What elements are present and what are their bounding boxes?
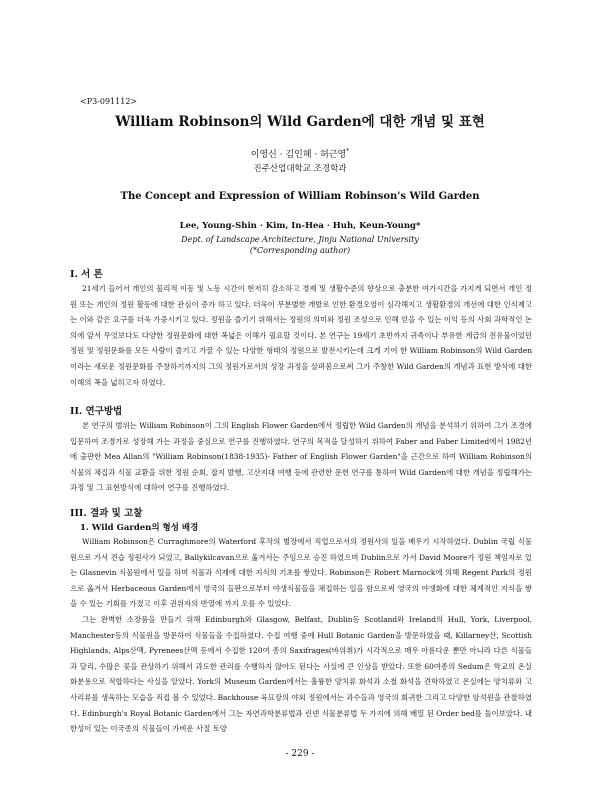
paper-title-english: The Concept and Expression of William Robinson's Wild Garden	[120, 191, 480, 202]
paper-code: <P3-091112>	[80, 97, 138, 106]
affiliation-english	[0, 234, 600, 256]
subsection-heading-background: 1. Wild Garden의 형성 배경	[80, 523, 199, 533]
authors-korean	[0, 147, 600, 160]
section-heading-results: III. 결과 및 고찰	[70, 508, 143, 519]
paper-title: William Robinson의 Wild Garden에 대한 개념 및 표현	[115, 114, 485, 130]
page-number: - 229 -	[285, 749, 315, 759]
background-paragraph-1: William Robinson은 Curraghmore의 Waterford 후작의 별장에서 직업으로서의 정원사의 일을 배우기 시작하였다. Dublin 국립 식물원으로 가서 견습 정원사가 되었고, Ballykilcavan으로 옮겨서는 주임으로 승진 하였으며 Dublin으로 가서 David Moore가 정원 책임자로 있는 Glasnevin 식물원에서 일을 하며 식물과 식재에 대한 지식의 기초를 쌓았다. Robinson은 Robert Marnock에 의해 Regent Park의 정원으로 옮겨서 Herbaceous Garden에서 영국의 들판으로부터 야생식물들을 채집하는 일을 함으로써 영국의 야생화에 대한 체계적인 지식을 쌓을 수 있는 기회를 가졌고 이후 권위자의 반열에 까지 오를 수 있었다.	[70, 537, 532, 609]
method-paragraph: 본 연구의 범위는 William Robinson이 그의 English Flower Garden에서 정립한 Wild Garden의 개념을 분석하기 위하여 그가 조경에 입문하여 조경가로 성장해 가는 과정을 중심으로 연구를 진행하였다. 연구의 목적을 달성하기 위하여 Faber and Faber Limited에서 1982년에 출판한 Mea Allan의 "William Robinson(1838-1935)- Father of English Flower Garden"을 근간으로 하여 William Robinson의 식물의 채집과 식물 교환을 위한 정원 순회, 잡지 발행, 고산지대 여행 등에 관련한 문헌 연구를 통하여 Wild Garden에 대한 개념을 정립해가는 과정 및 그 표현방식에 대하여 연구를 진행하였다.	[70, 421, 532, 493]
background-paragraph-2: 그는 완벽한 소장품을 만들기 위해 Edinburgh와 Glasgow, Belfast, Dublin등 Scotland와 Ireland의 Hull, York, Liverpool, Manchester등의 식물원을 방문하여 식물들을 수집하였다. 수집 여행 중에 Hull Botanic Garden을 방문하였을 때, Killarney산, Scottish Highlands, Alps산맥, Pyrenees산맥 등에서 수집한 120여 종의 Saxifrages(바위취)가 시각적으로 매우 아름다운 뿐만 아니라 다른 식물들과 달리, 수많은 꽃을 관상하기 위해서 과도한 관리를 수행하지 않아도 된다는 사실에 큰 인상을 받았다. 또한 60여종의 Sedum은 학교의 온실 화분용으로 적합하다는 사실을 알았다. York의 Museum Garden에서는 훌륭한 양치류 화석과 소철 화석을 견학하였고 온실에는 양치류와 고사리류를 생육하는 모습을 직접 볼 수 있었다. Backhouse 육묘장의 야외 정원에서는 과수들과 영국의 회귀한 그리고 다양한 암석원을 관찰하였다. Edinburgh's Royal Botanic Garden에서 그는 자연과학분류법과 린넨 식물분류법 두 가지에 의해 배열 된 Order bed를 둘이보았다. 내한성이 있는 이국종의 식물들이 가벼운 사절 토양	[70, 615, 532, 734]
corresponding-author-note: (*Corresponding author)	[249, 246, 351, 255]
affiliation-korean: 진주산업대학교 조경학과	[253, 164, 347, 174]
affiliation-english-dept: Dept. of Landscape Architecture, Jinju National University	[181, 235, 419, 244]
section-heading-method: II. 연구방법	[70, 406, 123, 417]
authors-english: Lee, Young-Shin · Kim, In-Hea · Huh, Keun-Young*	[179, 221, 421, 231]
authors-korean-names: 이영신 · 김인혜 · 허근영	[250, 150, 347, 160]
corresponding-mark: *	[346, 148, 350, 155]
section-heading-intro: I. 서 론	[70, 269, 103, 280]
intro-paragraph: 21세기 들어서 개인의 물리적 이동 및 노동 시간이 현저히 감소하고 경제 및 생활수준의 향상으로 충분한 여가시간을 가지게 되면서 개인 정원 또는 개인의 정원 활동에 대한 관심이 증가 하고 있다. 더욱이 무분별한 개발로 인한 환경오염이 심각해지고 생활환경의 개선에 대한 인식제고는 이와 같은 요구를 더욱 가중시키고 있다. 정원을 즐기기 위해서는 정원의 의미와 정원 조성으로 인해 얻을 수 있는 이익 등의 사회 과학적인 논의에 앞서 무엇보다도 다양한 정원문화에 대한 폭넓은 이해가 필요할 것이다. 본 연구는 19세기 초반까지 귀족이나 부유한 계급의 전유물이었던 정원 및 정원문화를 모든 사람이 즐기고 가꿀 수 있는 다양한 형태의 정원으로 발전시키는데 크게 기여 한 William Robinson의 Wild Garden이라는 새로운 정원문화를 주창하기까지의 그의 정원가로서의 성장 과정을 살펴봄으로써 그가 주창한 Wild Garden의 개념과 표현 방식에 대한 이해의 폭을 넓히고자 하였다.	[70, 284, 532, 387]
